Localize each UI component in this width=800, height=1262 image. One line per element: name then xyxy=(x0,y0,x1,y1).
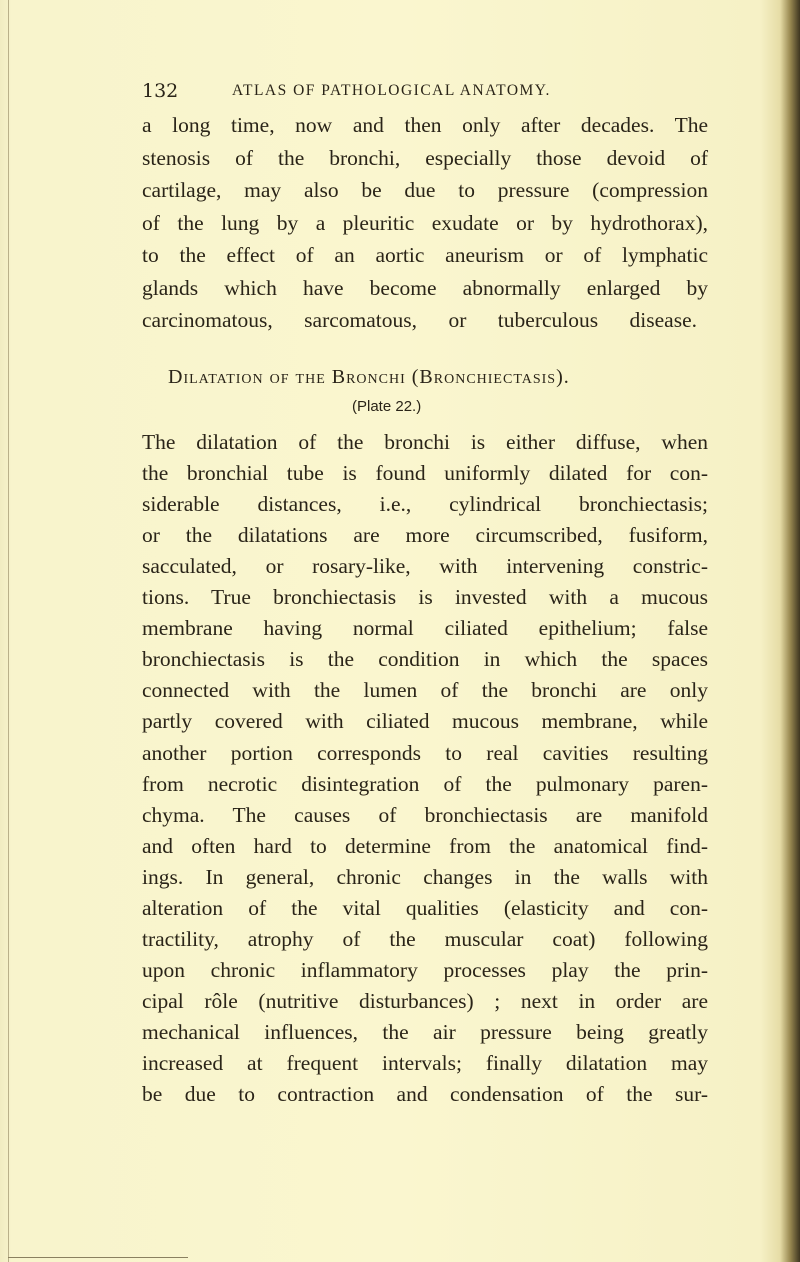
text-line: stenosis of the bronchi, especially those devoid of xyxy=(142,145,708,170)
text-line: siderable distances, i.e., cylindrical bronchiectasis; xyxy=(142,492,708,517)
text-line: of the lung by a pleuritic exudate or by hydrothorax), xyxy=(142,210,708,235)
text-line: chyma. The causes of bronchiectasis are manifold xyxy=(142,802,708,827)
text-line: carcinomatous, sarcomatous, or tuberculous disease. xyxy=(142,308,697,332)
text-line: alteration of the vital qualities (elasticity and con- xyxy=(142,895,708,920)
text-line: cipal rôle (nutritive disturbances) ; next in order are xyxy=(142,988,708,1013)
page-bottom-line xyxy=(8,1257,188,1258)
text-line: sacculated, or rosary-like, with intervening constric- xyxy=(142,554,708,579)
text-line: cartilage, may also be due to pressure (compression xyxy=(142,178,708,202)
text-line: tractility, atrophy of the muscular coat) following xyxy=(142,926,708,951)
text-line: The dilatation of the bronchi is either diffuse, when xyxy=(142,430,708,454)
text-line: upon chronic inflammatory processes play the prin- xyxy=(142,957,708,982)
text-line: the bronchial tube is found uniformly dilated for con- xyxy=(142,461,708,486)
text-line: be due to contraction and condensation of the sur- xyxy=(142,1082,708,1107)
text-line: increased at frequent intervals; finally dilatation may xyxy=(142,1051,708,1075)
page-number: 132 xyxy=(142,80,179,102)
text-line: bronchiectasis is the condition in which the spaces xyxy=(142,647,708,672)
text-line: to the effect of an aortic aneurism or of lymphatic xyxy=(142,243,708,267)
text-line: a long time, now and then only after decades. The xyxy=(142,113,708,137)
running-title: ATLAS OF PATHOLOGICAL ANATOMY. xyxy=(232,82,551,99)
text-line: from necrotic disintegration of the pulmonary paren- xyxy=(142,771,708,796)
text-line: ings. In general, chronic changes in the walls with xyxy=(142,864,708,889)
text-line: membrane having normal ciliated epithelium; false xyxy=(142,616,708,641)
text-line: connected with the lumen of the bronchi are only xyxy=(142,678,708,703)
text-line: or the dilatations are more circumscribed, fusiform, xyxy=(142,523,708,548)
section-heading: Dilatation of the Bronchi (Bronchiectasis). xyxy=(168,366,570,388)
text-line: another portion corresponds to real cavities resulting xyxy=(142,740,708,765)
text-line: and often hard to determine from the anatomical find- xyxy=(142,833,708,858)
page-edge-line xyxy=(8,0,9,1262)
text-line: mechanical influences, the air pressure being greatly xyxy=(142,1019,708,1044)
text-line: glands which have become abnormally enlarged by xyxy=(142,275,708,300)
text-line: tions. True bronchiectasis is invested with a mucous xyxy=(142,585,708,610)
text-line: partly covered with ciliated mucous membrane, while xyxy=(142,709,708,734)
plate-reference: (Plate 22.) xyxy=(352,398,422,415)
